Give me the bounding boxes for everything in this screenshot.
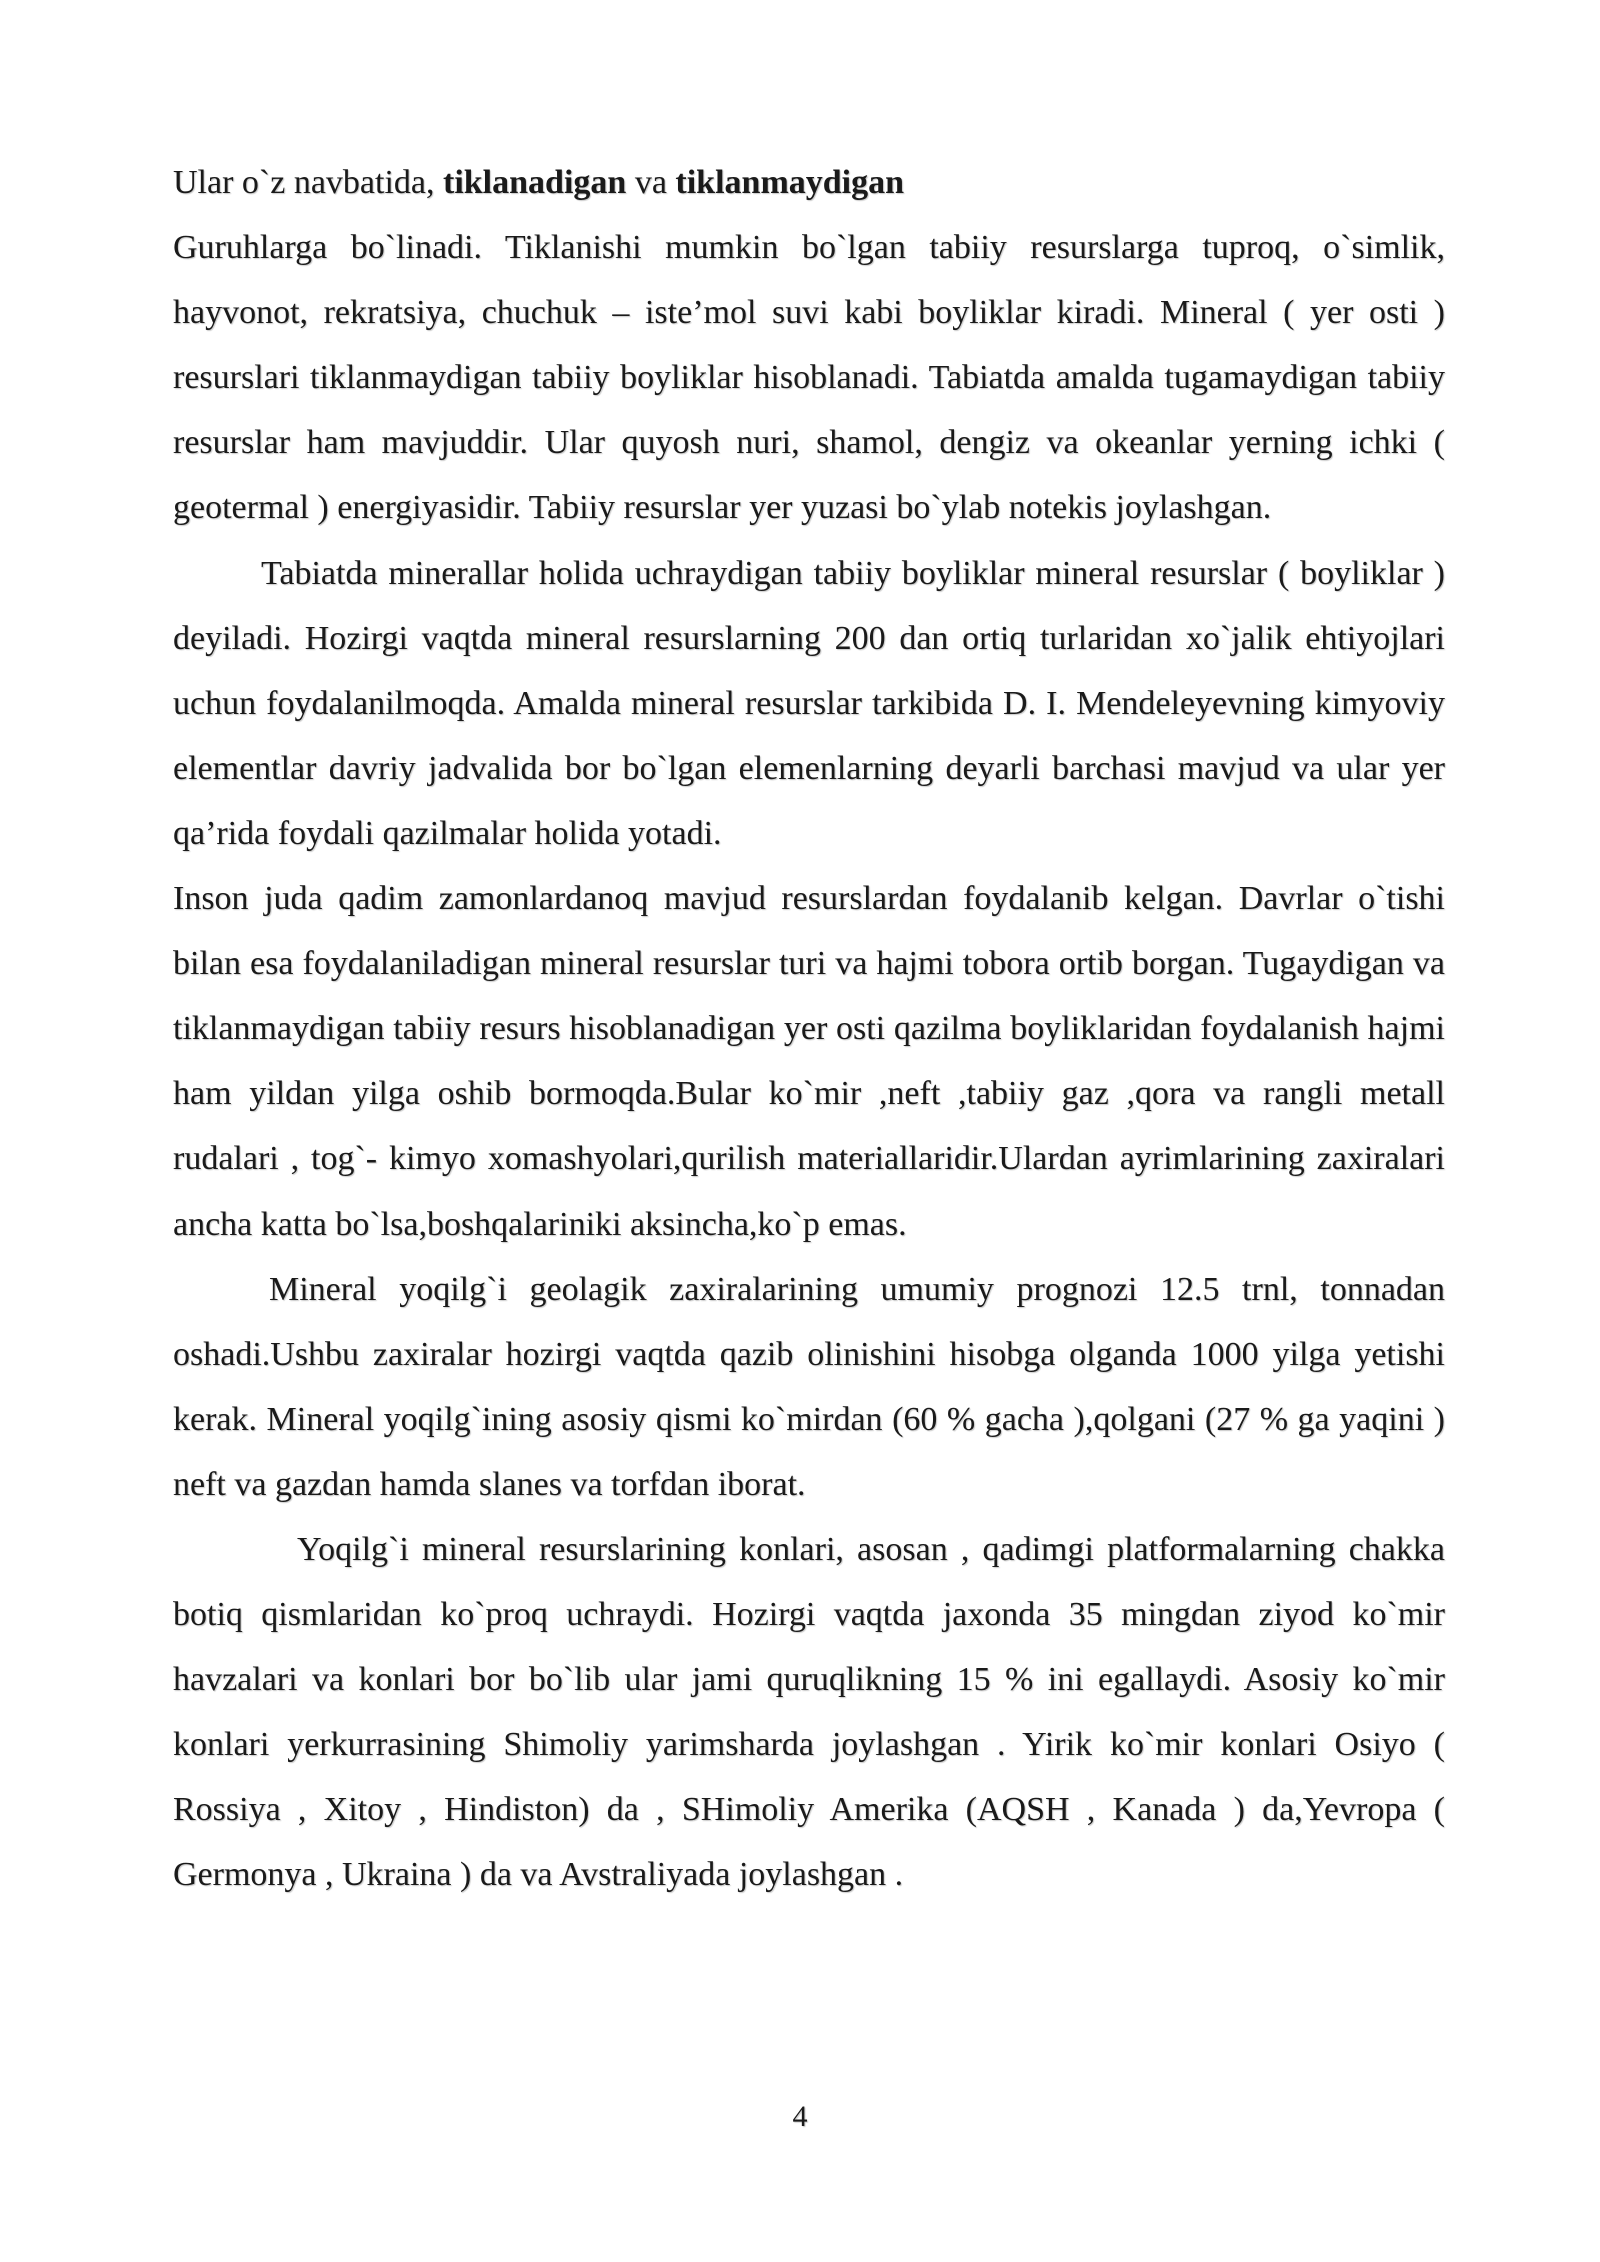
paragraph-2: Guruhlarga bo`linadi. Tiklanishi mumkin bo`lgan tabiiy resurslarga tuproq, o`simlik, hayvonot, rekratsiya, chuchuk – iste’mol suvi kabi boyliklar kiradi. Mineral ( yer osti ) resurslari tiklanmaydigan tabiiy boyliklar hisoblanadi. Tabiatda amalda tugamaydigan tabiiy resurslar ham mavjuddir. Ular quyosh nuri, shamol, dengiz va okeanlar yerning ichki ( geotermal ) energiyasidir. Tabiiy resurslar yer yuzasi bo`ylab notekis joylashgan. [173, 229, 1445, 527]
paragraph-4: Inson juda qadim zamonlardanoq mavjud resurslardan foydalanib kelgan. Davrlar o`tishi bilan esa foydalaniladigan mineral resurslar turi va hajmi tobora ortib borgan. Tugaydigan va tiklanmaydigan tabiiy resurs hisoblanadigan yer osti qazilma boyliklaridan foydalanish hajmi ham yildan yilga oshib bormoqda.Bular ko`mir ,neft ,tabiiy gaz ,qora va rangli metall rudalari , tog`- kimyo xomashyolari,qurilish materiallaridir.Ulardan ayrimlarining zaxiralari ancha katta bo`lsa,boshqalariniki aksincha,ko`p emas. [173, 880, 1445, 1243]
paragraph-1-intro: Ular o`z navbatida, [173, 164, 443, 201]
paragraph-6: Yoqilg`i mineral resurslarining konlari, asosan , qadimgi platformalarning chakka botiq qismlaridan ko`proq uchraydi. Hozirgi vaqtda jaxonda 35 mingdan ziyod ko`mir havzalari va konlari bor bo`lib ular jami quruqlikning 15 % ini egallaydi. Asosiy ko`mir konlari yerkurrasining Shimoliy yarimsharda joylashgan . Yirik ko`mir konlari Osiyo ( Rossiya , Xitoy , Hindiston) da , SHimoliy Amerika (AQSH , Kanada ) da,Yevropa ( Germonya , Ukraina ) da va Avstraliyada joylashgan . [173, 1530, 1445, 1894]
page-number: 4 [792, 2100, 808, 2133]
paragraph-5: Mineral yoqilg`i geolagik zaxiralarining umumiy prognozi 12.5 trnl, tonnadan oshadi.Ushbu zaxiralar hozirgi vaqtda qazib olinishini hisobga olganda 1000 yilga yetishi kerak. Mineral yoqilg`ining asosiy qismi ko`mirdan (60 % gacha ),qolgani (27 % ga yaqini ) neft va gazdan hamda slanes va torfdan iborat. [173, 1270, 1445, 1503]
bold-term-renewable: tiklanadigan [443, 164, 627, 201]
paragraph-1-conjunction: va [626, 164, 676, 201]
paragraph-3: Tabiatda minerallar holida uchraydigan tabiiy boyliklar mineral resurslar ( boyliklar ) deyiladi. Hozirgi vaqtda mineral resurslarning 200 dan ortiq turlaridan xo`jalik ehtiyojlari uchun foydalanilmoqda. Amalda mineral resurslar tarkibida D. I. Mendeleyevning kimyoviy elementlar davriy jadvalida bor bo`lgan elemenlarning deyarli barchasi mavjud va ular yer qa’rida foydali qazilmalar holida yotadi. [173, 554, 1445, 852]
bold-term-nonrenewable: tiklanmaydigan [675, 164, 905, 201]
document-body [173, 150, 1445, 1908]
paragraph-1 [173, 150, 1445, 215]
